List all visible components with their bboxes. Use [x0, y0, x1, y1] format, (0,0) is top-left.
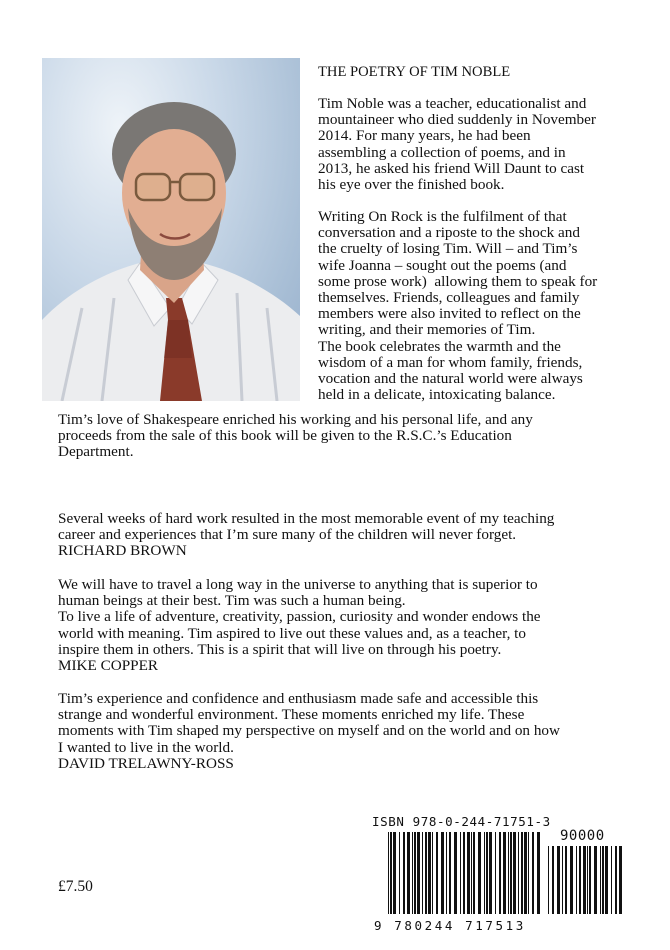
text-line: writing, and their memories of Tim.: [318, 321, 536, 339]
text-line: To live a life of adventure, creativity, passion, curiosity and wonder endows the: [58, 608, 541, 626]
text-line: the cruelty of losing Tim. Will – and Tim’s: [318, 240, 578, 258]
price-code: 90000: [560, 828, 605, 844]
testimonial-richard-brown: [58, 511, 554, 560]
text-line: moments with Tim shaped my perspective on myself and on the world and on how: [58, 722, 560, 740]
text-line: world with meaning. Tim aspired to live out these values and, as a teacher, to: [58, 624, 526, 642]
testimonial-mike-copper: [58, 577, 541, 674]
text-line: conversation and a riposte to the shock and: [318, 224, 580, 242]
text-line: his eye over the finished book.: [318, 176, 505, 194]
text-line: wisdom of a man for whom family, friends,: [318, 353, 583, 371]
testimonial-author: DAVID TRELAWNY-ROSS: [58, 754, 234, 772]
barcode-bars-icon: [372, 814, 624, 918]
text-line: Several weeks of hard work resulted in the most memorable event of my teaching: [58, 510, 555, 527]
ean-digits: 9 780244 717513: [374, 918, 526, 933]
text-line: 2013, he asked his friend Will Daunt to cast: [318, 159, 585, 177]
text-line: We will have to travel a long way in the universe to anything that is superior to: [58, 576, 538, 593]
text-line: mountaineer who died suddenly in November: [318, 111, 596, 129]
intro-paragraph: [318, 96, 596, 193]
text-line: Tim Noble was a teacher, educationalist and: [318, 95, 587, 112]
testimonial-david-trelawny-ross: [58, 691, 560, 772]
text-line: Writing On Rock is the fulfilment of that: [318, 208, 567, 225]
text-line: vocation and the natural world were always: [318, 370, 583, 388]
text-line: strange and wonderful environment. These moments enriched my life. These: [58, 706, 525, 724]
text-line: assembling a collection of poems, and in: [318, 143, 566, 161]
text-line: 2014. For many years, he had been: [318, 127, 531, 145]
text-line: wife Joanna – sought out the poems (and: [318, 256, 567, 274]
testimonial-author: RICHARD BROWN: [58, 542, 187, 560]
text-line: career and experiences that I’m sure many of the children will never forget.: [58, 526, 517, 544]
text-line: Tim’s experience and confidence and enthusiasm made safe and accessible this: [58, 690, 539, 707]
proceeds-paragraph: [58, 412, 533, 461]
text-line: The book celebrates the warmth and the: [318, 337, 561, 355]
text-line: themselves. Friends, colleagues and family: [318, 289, 580, 307]
author-portrait: [42, 58, 300, 401]
text-line: Department.: [58, 443, 134, 461]
text-line: proceeds from the sale of this book will be given to the R.S.C.’s Education: [58, 427, 512, 445]
text-line: Tim’s love of Shakespeare enriched his working and his personal life, and any: [58, 411, 533, 428]
cover-price: £7.50: [58, 878, 93, 895]
author-portrait-icon: [42, 58, 300, 401]
isbn-barcode: [372, 814, 624, 936]
text-line: inspire them in others. This is a spirit that will live on through his poetry.: [58, 640, 502, 658]
isbn-label: ISBN 978-0-244-71751-3: [372, 814, 551, 829]
text-line: held in a delicate, intoxicating balance.: [318, 386, 556, 404]
testimonial-author: MIKE COPPER: [58, 657, 159, 675]
text-line: some prose work) allowing them to speak for: [318, 272, 598, 290]
back-cover-title: THE POETRY OF TIM NOBLE: [318, 64, 511, 80]
text-line: members were also invited to reflect on the: [318, 305, 581, 323]
text-line: human beings at their best. Tim was such a human being.: [58, 592, 406, 610]
book-description-paragraph: [318, 209, 597, 403]
text-line: I wanted to live in the world.: [58, 738, 234, 756]
